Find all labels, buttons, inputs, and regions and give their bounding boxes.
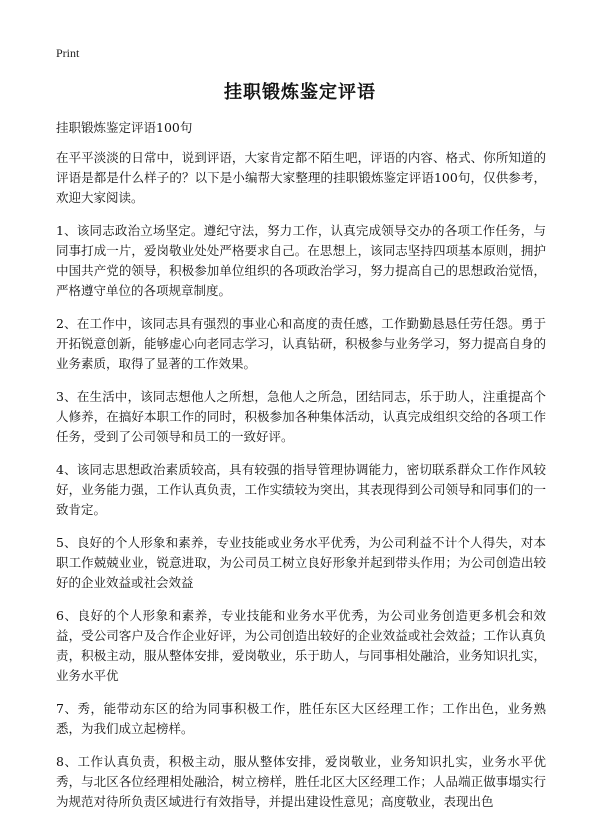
paragraph-4: 4、该同志思想政治素质较高，具有较强的指导管理协调能力，密切联系群众工作作风较好，业务能力强，工作认真负责，工作实绩较为突出，其表现得到公司领导和同事们的一致肯定。 — [56, 462, 546, 517]
paragraph-3: 3、在生活中，该同志想他人之所想，急他人之所急，团结同志，乐于助人，注重提高个人修养，在搞好本职工作的同时，积极参加各种集体活动，认真完成组织交给的各项工作任务，受到了公司领导和员工的一致好评。 — [56, 389, 546, 444]
paragraph-2: 2、在工作中，该同志具有强烈的事业心和高度的责任感，工作勤勤恳恳任劳任怨。勇于开拓锐意创新，能够虚心向老同志学习，认真钻研，积极参与业务学习，努力提高自身的业务素质，取得了显著的工作效果。 — [56, 316, 546, 371]
paragraph-5: 5、良好的个人形象和素养，专业技能或业务水平优秀，为公司利益不计个人得失，对本职工作兢兢业业，锐意进取，为公司员工树立良好形象并起到带头作用；为公司创造出较好的企业效益或社会效益 — [56, 535, 546, 590]
paragraph-intro: 在平平淡淡的日常中，说到评语，大家肯定都不陌生吧，评语的内容、格式、你所知道的评语是都是什么样子的？以下是小编帮大家整理的挂职锻炼鉴定评语100句，仅供参考，欢迎大家阅读。 — [56, 150, 546, 205]
article-body — [56, 118, 546, 825]
paragraph-7: 7、秀，能带动东区的给为同事积极工作，胜任东区大区经理工作；工作出色，业务熟悉，为我们成立起榜样。 — [56, 701, 546, 736]
article-subtitle: 挂职锻炼鉴定评语100句 — [56, 120, 193, 135]
paragraph-8: 8、工作认真负责，积极主动，服从整体安排，爱岗敬业，业务知识扎实，业务水平优秀，与北区各位经理相处融洽，树立榜样，胜任北区大区经理工作；人品端正做事塌实行为规范对待所负责区域进行有效指导，并提出建设性意见；高度敬业，表现出色 — [56, 754, 546, 809]
page-title: 挂职锻炼鉴定评语 — [224, 82, 376, 103]
paragraph-1: 1、该同志政治立场坚定。遵纪守法，努力工作，认真完成领导交办的各项工作任务，与同事打成一片，爱岗敬业处处严格要求自己。在思想上，该同志坚持四项基本原则，拥护中国共产党的领导，积极参加单位组织的各项政治学习，努力提高自己的思想政治觉悟，严格遵守单位的各项规章制度。 — [56, 223, 546, 298]
paragraph-6: 6、良好的个人形象和素养，专业技能和业务水平优秀，为公司业务创造更多机会和效益，受公司客户及合作企业好评，为公司创造出较好的企业效益或社会效益；工作认真负责，积极主动，服从整体安排，爱岗敬业，乐于助人，与同事相处融洽，业务知识扎实，业务水平优 — [56, 608, 546, 683]
print-link[interactable]: Print — [56, 46, 80, 60]
